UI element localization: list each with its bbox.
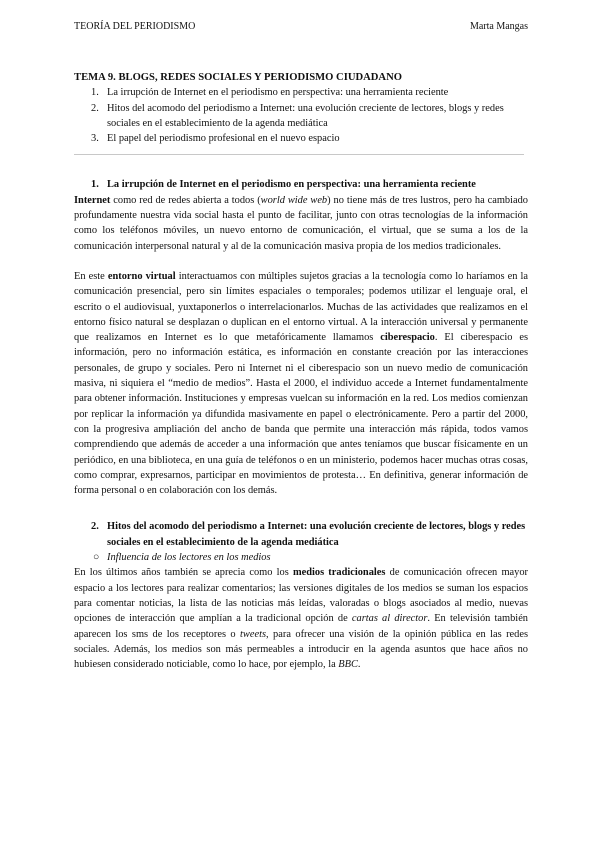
bold-term: medios tradicionales	[292, 567, 386, 579]
section-1-paragraph-2	[74, 269, 528, 498]
text-run: ) no tiene más de tres lustros, pero ha cambiado profundamente nuestra vida social hasta el punto de facilitar, junto con otras tecnologías de la información como los teléfonos móviles, un nuevo entorno de comunicación, el virtual, que se suma a los de la comunicación interpersonal natural y al de la comunicación masiva propia de los medios tradicionales.	[74, 194, 528, 252]
text-run: , para ofrecer una visión de la opinión pública en las redes sociales. Además, los medios son más permeables a introducir en la agenda asuntos que hace años no hubiesen considerado noticiable, como lo hace, por ejemplo, la	[74, 628, 528, 671]
text-run: como red de redes abierta a todos (	[110, 194, 261, 206]
text-run: En los últimos años también se aprecia como los	[74, 567, 293, 579]
header-author: Marta Mangas	[469, 21, 528, 32]
toc-item	[74, 101, 528, 132]
bold-term: ciberespacio	[380, 332, 435, 344]
subsection-heading-text: Influencia de los lectores en los medios	[107, 552, 271, 564]
toc-item-number: 3.	[91, 133, 99, 145]
text-run: de comunicación ofrecen mayor espacio a los lectores para realizar comentarios; las versiones digitales de los medios se suman los espacios para comentar noticias, la lista de las noticias más leídas, valoradas o blogs asociados al medio, nuevas opciones de interacción que amplían a la tradicional opción de	[74, 567, 528, 625]
bold-term: entorno virtual	[107, 270, 176, 282]
circle-bullet-icon: ○	[93, 552, 100, 564]
section-number: 2.	[91, 521, 99, 533]
italic-term: tweets	[240, 628, 267, 640]
table-of-contents	[74, 85, 528, 146]
toc-item-text: La irrupción de Internet en el periodismo en perspectiva: una herramienta reciente	[107, 87, 449, 99]
section-heading-text: Hitos del acomodo del periodismo a Internet: una evolución creciente de lectores, blogs y redes sociales en el establecimiento de la agenda mediática	[107, 521, 526, 548]
italic-term: cartas al director	[351, 613, 428, 625]
document-body	[74, 70, 528, 672]
section-heading-text: La irrupción de Internet en el periodismo en perspectiva: una herramienta reciente	[107, 179, 476, 191]
toc-item	[74, 131, 528, 146]
section-number: 1.	[91, 179, 99, 191]
text-run: En este	[74, 270, 108, 282]
italic-term: world wide web	[260, 194, 328, 206]
section-2-heading	[74, 519, 528, 550]
toc-item-number: 1.	[91, 87, 99, 99]
section-1-paragraph-1	[74, 193, 528, 254]
italic-term: BBC	[338, 659, 358, 671]
toc-item-text: Hitos del acomodo del periodismo a Internet: una evolución creciente de lectores, blogs y redes sociales en el establecimiento de la agenda mediática	[107, 102, 504, 129]
toc-item-text: El papel del periodismo profesional en el nuevo espacio	[107, 133, 340, 145]
text-run: . El ciberespacio es información, pero no información estática, es información en constante creación por las interacciones personales, de grupo y sociales. Pero ni Internet ni el ciberespacio son un nuevo medio de comunicación masiva, ni siquiera el “medio de medios”. Hasta el 2000, el individuo accede a Internet fundamentalmente para obtener información. Instituciones y empresas vuelcan su información en la red. Los medios comienzan por replicar la información ya difundida masivamente en papel o electrónicamente. Pero a partir del 2000, con la progresiva ampliación del ancho de banda que permite una interacción más rápida, todos vamos comprendiendo que además de acceder a una información que antes teníamos que buscar físicamente en un periódico, en una biblioteca, en una guía de teléfonos o en un ministerio, podemos hacer muchas otras cosas, como comprar, expresarnos, participar en movimientos de protesta… En definitiva, generar información de forma personal o en colaboración con los demás.	[74, 332, 529, 497]
document-title: TEMA 9. BLOGS, REDES SOCIALES Y PERIODISMO CIUDADANO	[74, 72, 402, 83]
section-2-paragraph-1	[74, 565, 528, 672]
text-run: . En televisión también aparecen los sms de los receptores o	[74, 613, 528, 640]
toc-item-number: 2.	[91, 102, 99, 114]
text-run: interactuamos con múltiples sujetos gracias a la tecnología como lo haríamos en la comunicación presencial, pero sin límites espaciales o temporales; podemos utilizar el lenguaje oral, el escrito o el audiovisual, yuxtaponerlos o interrelacionarlos. Muchas de las actividades que realizamos en el entorno físico natural se desplazan o duplican en el entorno virtual. A la interacción universal y permanente que realizamos en Internet es lo que metafóricamente llamamos	[74, 270, 528, 344]
section-1-heading	[74, 177, 528, 192]
divider	[74, 154, 524, 155]
bold-term: Internet	[74, 194, 111, 206]
subsection-heading	[74, 550, 528, 565]
header-course-title: TEORÍA DEL PERIODISMO	[74, 21, 196, 32]
text-run: .	[357, 659, 361, 671]
toc-item	[74, 85, 528, 100]
